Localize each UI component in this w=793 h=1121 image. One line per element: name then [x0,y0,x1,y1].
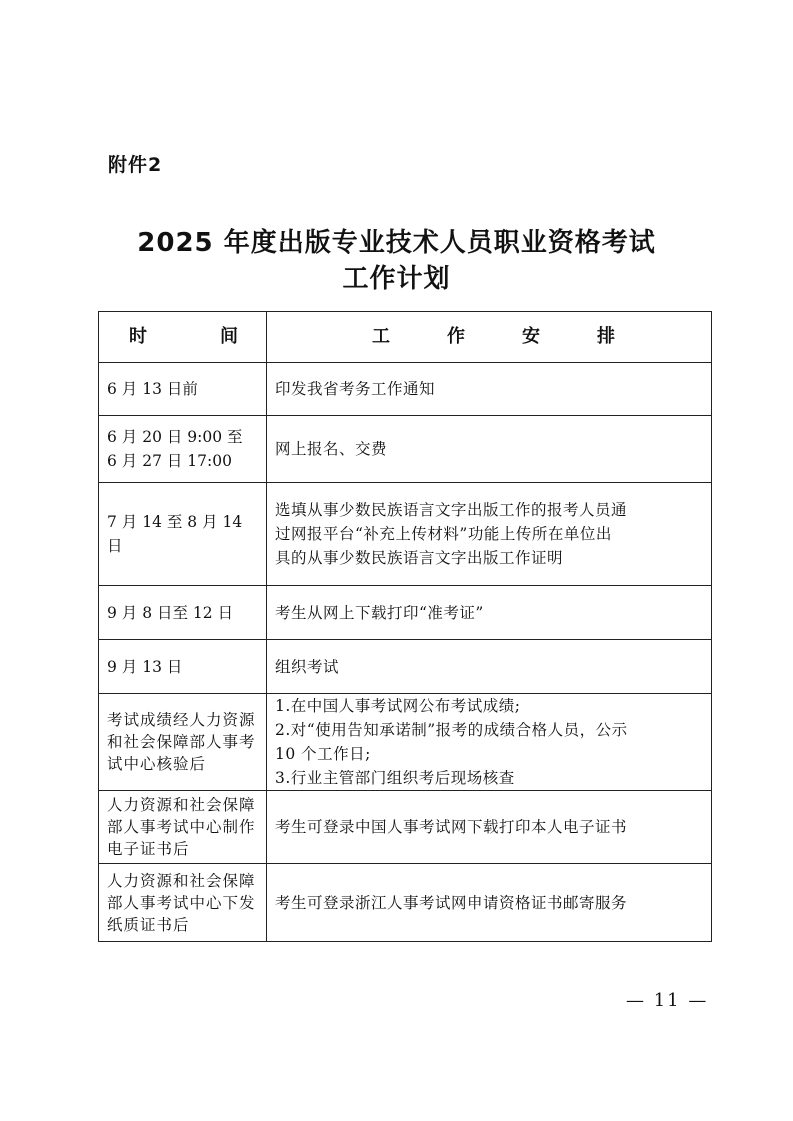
header-time-char: 间 [220,326,238,347]
table-row [99,483,712,586]
time-cell [99,483,267,586]
work-cell [267,864,712,942]
time-cell [99,791,267,864]
time-text: 和社会保障部人事考 [107,733,256,751]
time-text: 9 月 8 日至 12 日 [107,603,234,622]
work-text: 印发我省考务工作通知 [275,380,436,398]
time-text: 纸质证书后 [107,915,190,934]
table-header-row [99,312,712,363]
header-work [267,312,712,363]
work-text: 组织考试 [275,657,340,676]
work-cell [267,416,712,483]
work-text: 3.行业主管部门组织考后现场核查 [275,769,515,787]
work-cell [267,586,712,640]
work-text: 1.在中国人事考试网公布考试成绩; [275,697,521,715]
document-subtitle: 工作计划 [342,264,451,294]
work-text: 2.对“使用告知承诺制”报考的成绩合格人员，公示 [275,721,628,739]
work-text: 过网报平台“补充上传材料”功能上传所在单位出 [275,525,612,543]
time-text: 6 月 13 日前 [107,380,198,398]
time-text: 6 月 27 日 17:00 [107,452,232,470]
work-cell [267,694,712,791]
header-work-char: 作 [447,326,465,347]
work-text: 考生从网上下载打印“准考证” [275,603,484,622]
table-row [99,586,712,640]
time-text: 6 月 20 日 9:00 至 [107,428,243,446]
table-row [99,640,712,694]
time-cell [99,640,267,694]
work-text: 10 个工作日; [275,745,371,763]
table-row [99,791,712,864]
time-text: 试中心核验后 [107,755,207,773]
header-work-char: 工 [372,326,390,347]
page-number: — 11 — [626,990,709,1011]
work-cell [267,363,712,416]
header-time-char: 时 [129,326,147,347]
time-cell [99,586,267,640]
time-cell [99,694,267,791]
work-text: 考生可登录浙江人事考试网申请资格证书邮寄服务 [275,893,628,912]
time-text: 部人事考试中心制作 [107,818,256,836]
table-row [99,416,712,483]
document-title: 2025 年度出版专业技术人员职业资格考试 [137,228,656,258]
time-text: 人力资源和社会保障 [107,871,256,890]
time-text: 考试成绩经人力资源 [107,711,256,729]
header-time [99,312,267,363]
table-row [99,864,712,942]
time-cell [99,363,267,416]
time-text: 电子证书后 [107,840,190,858]
time-text: 9 月 13 日 [107,657,183,676]
time-text: 部人事考试中心下发 [107,893,256,912]
time-cell [99,864,267,942]
work-plan-table [98,311,712,942]
work-text: 考生可登录中国人事考试网下载打印本人电子证书 [275,818,628,836]
work-text: 选填从事少数民族语言文字出版工作的报考人员通 [275,501,628,519]
table-row [99,363,712,416]
header-work-char: 安 [522,326,540,347]
time-text: 7 月 14 至 8 月 14 日 [107,513,243,555]
header-work-char: 排 [597,326,615,347]
work-cell [267,640,712,694]
attachment-label: 附件2 [108,154,163,176]
work-cell [267,791,712,864]
work-cell [267,483,712,586]
time-text: 人力资源和社会保障 [107,796,256,814]
work-text: 网上报名、交费 [275,440,388,458]
work-text: 具的从事少数民族语言文字出版工作证明 [275,549,564,567]
time-cell [99,416,267,483]
table-row [99,694,712,791]
